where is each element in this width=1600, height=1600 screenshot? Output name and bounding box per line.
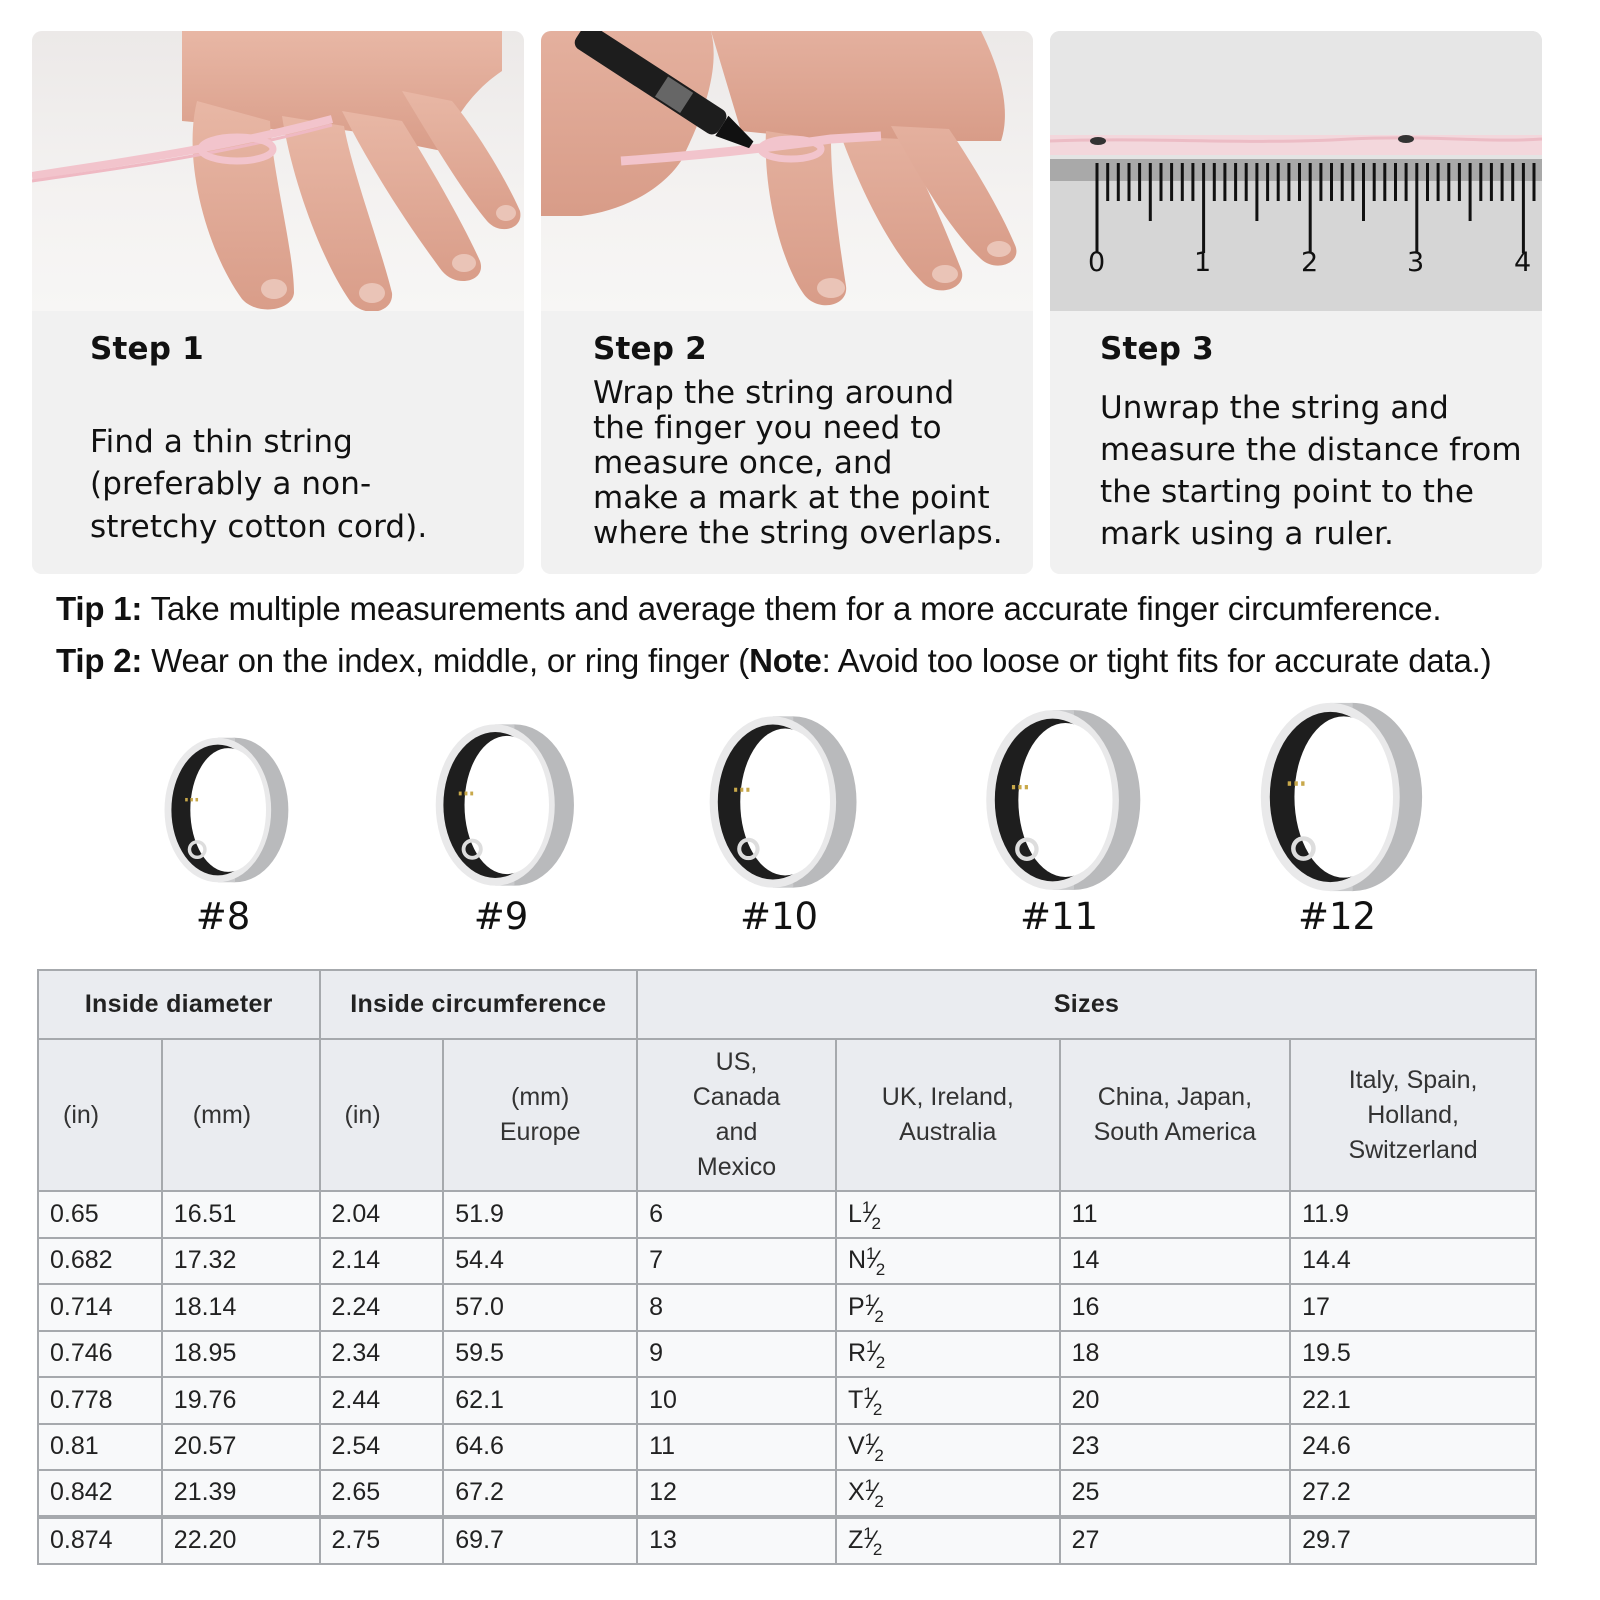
frac-num: 1: [864, 1290, 875, 1310]
ring-size-8: [103, 700, 343, 950]
cell-dia-in: 0.842: [38, 1470, 162, 1517]
tip-2-note-text: : Avoid too loose or tight fits for accurate data.): [821, 642, 1492, 679]
cell-italy: 14.4: [1290, 1238, 1536, 1285]
cell-circ-in: 2.75: [320, 1517, 444, 1564]
uk-letter: P: [847, 1292, 865, 1321]
ruler-labels: [1050, 247, 1542, 287]
ring-label: #10: [739, 895, 819, 938]
table-row: [38, 1331, 1536, 1378]
step-card-1: [32, 31, 524, 574]
ring-label: #12: [1297, 895, 1377, 938]
cell-dia-in: 0.746: [38, 1331, 162, 1378]
step-1-title: Step 1: [90, 331, 204, 367]
cell-china: 27: [1060, 1517, 1291, 1564]
cell-dia-mm: 17.32: [162, 1238, 320, 1285]
cell-circ-in: 2.54: [320, 1424, 444, 1471]
step-2-photo: [541, 31, 1033, 311]
cell-italy: 19.5: [1290, 1331, 1536, 1378]
step-1-photo: [32, 31, 524, 311]
smart-ring-icon: [939, 700, 1179, 900]
cell-us: 8: [637, 1284, 836, 1331]
cell-china: 25: [1060, 1470, 1291, 1517]
step-1-text: [90, 421, 510, 548]
step-3-line: the starting point to the: [1100, 474, 1474, 511]
cell-china: 16: [1060, 1284, 1291, 1331]
frac-den: 2: [875, 1353, 886, 1373]
cell-us: 10: [637, 1377, 836, 1424]
header-sizes: Sizes: [637, 970, 1536, 1039]
cell-china: 11: [1060, 1191, 1291, 1238]
frac-num: 1: [863, 1524, 873, 1543]
cell-us: 12: [637, 1470, 836, 1517]
cell-china: 20: [1060, 1377, 1291, 1424]
cell-us: 7: [637, 1238, 836, 1285]
col-header-text: (mm) Europe: [499, 1083, 581, 1146]
ring-size-10: [659, 700, 899, 950]
uk-letter: R: [847, 1339, 867, 1368]
cell-us: 11: [637, 1424, 836, 1471]
col-header-dia-mm: (mm): [162, 1039, 320, 1191]
cell-dia-mm: 20.57: [162, 1424, 320, 1471]
step-3-text: [1100, 387, 1540, 556]
step-3-title: Step 3: [1100, 331, 1214, 367]
step-2-line: measure once, and: [593, 445, 893, 482]
ruler-label-4: 4: [1514, 247, 1532, 278]
col-header-uk: [836, 1039, 1060, 1191]
cell-circ-in: 2.65: [320, 1470, 444, 1517]
tip-2-note-label: Note: [749, 642, 822, 679]
step-2-text: [593, 376, 1033, 551]
frac-den: 2: [875, 1260, 886, 1280]
ruler-label-1: 1: [1194, 247, 1212, 278]
step-1-line: Find a thin string: [90, 424, 353, 460]
step-1-line: (preferably a non-: [90, 466, 372, 503]
cell-china: 14: [1060, 1238, 1291, 1285]
hand-with-string-icon: [32, 31, 524, 311]
cell-dia-in: 0.682: [38, 1238, 162, 1285]
col-header-us: [637, 1039, 836, 1191]
frac-num: 1: [866, 1244, 876, 1264]
cell-uk: $V^1⁄_2$: [836, 1424, 1060, 1471]
ring-size-table: [37, 969, 1537, 1565]
cell-dia-in: 0.65: [38, 1191, 162, 1238]
frac-den: 2: [872, 1540, 883, 1559]
step-2-body: [541, 311, 1033, 574]
step-2-line: where the string overlaps.: [593, 515, 1003, 552]
cell-china: 23: [1060, 1424, 1291, 1471]
cell-italy: 24.6: [1290, 1424, 1536, 1471]
cell-dia-in: 0.778: [38, 1377, 162, 1424]
step-1-body: [32, 311, 524, 574]
uk-letter: T: [847, 1385, 864, 1414]
col-header-circ-mm-europe: [443, 1039, 637, 1191]
uk-letter: V: [847, 1432, 865, 1461]
frac-den: 2: [872, 1399, 883, 1419]
col-header-china: [1060, 1039, 1291, 1191]
cell-dia-mm: 18.95: [162, 1331, 320, 1378]
tip-2: [56, 642, 1491, 680]
cell-circ-in: 2.24: [320, 1284, 444, 1331]
cell-dia-mm: 16.51: [162, 1191, 320, 1238]
frac-num: 1: [864, 1476, 875, 1496]
smart-ring-icon: [1217, 700, 1457, 900]
cell-uk: $Z^1⁄_2$: [836, 1517, 1060, 1564]
cell-uk: $P^1⁄_2$: [836, 1284, 1060, 1331]
frac-num: 1: [864, 1430, 875, 1450]
col-header-dia-in: (in): [38, 1039, 162, 1191]
cell-circ-mm: 64.6: [443, 1424, 637, 1471]
ring-label: #9: [473, 895, 529, 938]
col-header-text: Italy, Spain, Holland, Switzerland: [1348, 1065, 1478, 1164]
cell-dia-in: 0.81: [38, 1424, 162, 1471]
cell-circ-in: 2.44: [320, 1377, 444, 1424]
cell-uk: $T^1⁄_2$: [836, 1377, 1060, 1424]
table-row: [38, 1517, 1536, 1564]
cell-dia-mm: 19.76: [162, 1377, 320, 1424]
smart-ring-icon: [659, 700, 899, 900]
header-inside-diameter: Inside diameter: [38, 970, 320, 1039]
step-3-photo: [1050, 31, 1542, 311]
cell-dia-in: 0.874: [38, 1517, 162, 1564]
cell-circ-in: 2.14: [320, 1238, 444, 1285]
cell-us: 9: [637, 1331, 836, 1378]
table-row: [38, 1238, 1536, 1285]
step-3-line: Unwrap the string and: [1100, 390, 1449, 426]
tip-2-label: Tip 2:: [56, 642, 143, 679]
cell-circ-mm: 54.4: [443, 1238, 637, 1285]
cell-dia-mm: 22.20: [162, 1517, 320, 1564]
ring-size-9: [381, 700, 621, 950]
cell-dia-mm: 18.14: [162, 1284, 320, 1331]
cell-italy: 29.7: [1290, 1517, 1536, 1564]
uk-letter: N: [847, 1246, 867, 1275]
step-2-title: Step 2: [593, 331, 707, 367]
col-header-text: US, Canada and Mexico: [692, 1048, 781, 1181]
cell-italy: 11.9: [1290, 1191, 1536, 1238]
table-row: [38, 1470, 1536, 1517]
cell-circ-mm: 67.2: [443, 1470, 637, 1517]
cell-uk: $N^1⁄_2$: [836, 1238, 1060, 1285]
step-2-line: Wrap the string around: [593, 375, 955, 411]
cell-us: 6: [637, 1191, 836, 1238]
cell-uk: $X^1⁄_2$: [836, 1470, 1060, 1517]
step-card-2: [541, 31, 1033, 574]
uk-letter: L: [847, 1199, 862, 1228]
ruler-label-3: 3: [1407, 247, 1425, 278]
frac-den: 2: [871, 1213, 881, 1233]
step-3-body: [1050, 311, 1542, 574]
cell-circ-mm: 57.0: [443, 1284, 637, 1331]
smart-ring-icon: [103, 700, 343, 900]
table-row: [38, 1424, 1536, 1471]
table-row: [38, 1377, 1536, 1424]
smart-ring-icon: [381, 700, 621, 900]
step-3-line: measure the distance from: [1100, 432, 1522, 469]
ruler-label-2: 2: [1301, 247, 1319, 278]
step-1-line: stretchy cotton cord).: [90, 508, 428, 545]
cell-circ-in: 2.04: [320, 1191, 444, 1238]
cell-italy: 17: [1290, 1284, 1536, 1331]
frac-num: 1: [863, 1383, 873, 1403]
frac-num: 1: [866, 1337, 876, 1357]
cell-circ-mm: 59.5: [443, 1331, 637, 1378]
tip-1-label: Tip 1:: [56, 590, 143, 627]
ring-label: #11: [1019, 895, 1099, 938]
col-header-italy: [1290, 1039, 1536, 1191]
cell-circ-mm: 62.1: [443, 1377, 637, 1424]
step-2-line: the finger you need to: [593, 410, 942, 447]
tip-1: [56, 590, 1441, 628]
col-header-circ-in: (in): [320, 1039, 444, 1191]
cell-china: 18: [1060, 1331, 1291, 1378]
col-header-text: UK, Ireland, Australia: [881, 1083, 1014, 1146]
uk-letter: X: [847, 1478, 865, 1507]
table-row: [38, 1191, 1536, 1238]
frac-den: 2: [874, 1446, 884, 1466]
step-2-line: make a mark at the point: [593, 480, 990, 517]
tip-1-text: Take multiple measurements and average them for a more accurate finger circumference.: [142, 590, 1442, 627]
cell-circ-mm: 51.9: [443, 1191, 637, 1238]
ruler-label-0: 0: [1088, 247, 1106, 278]
step-card-3: [1050, 31, 1542, 574]
frac-den: 2: [874, 1492, 884, 1512]
header-inside-circumference: Inside circumference: [320, 970, 638, 1039]
table-row: [38, 1284, 1536, 1331]
cell-dia-mm: 21.39: [162, 1470, 320, 1517]
hand-marking-string-icon: [541, 31, 1033, 311]
frac-den: 2: [874, 1306, 884, 1326]
cell-dia-in: 0.714: [38, 1284, 162, 1331]
tip-2-text: Wear on the index, middle, or ring finger (: [142, 642, 750, 679]
step-3-line: mark using a ruler.: [1100, 516, 1394, 553]
cell-uk: $L^1⁄_2$: [836, 1191, 1060, 1238]
cell-us: 13: [637, 1517, 836, 1564]
col-header-text: China, Japan, South America: [1093, 1083, 1257, 1146]
cell-italy: 22.1: [1290, 1377, 1536, 1424]
frac-num: 1: [861, 1197, 872, 1217]
cell-circ-in: 2.34: [320, 1331, 444, 1378]
cell-italy: 27.2: [1290, 1470, 1536, 1517]
uk-letter: Z: [847, 1526, 864, 1554]
ring-size-12: [1217, 700, 1457, 950]
cell-uk: $R^1⁄_2$: [836, 1331, 1060, 1378]
ring-label: #8: [195, 895, 251, 938]
cell-circ-mm: 69.7: [443, 1517, 637, 1564]
ring-size-11: [939, 700, 1179, 950]
